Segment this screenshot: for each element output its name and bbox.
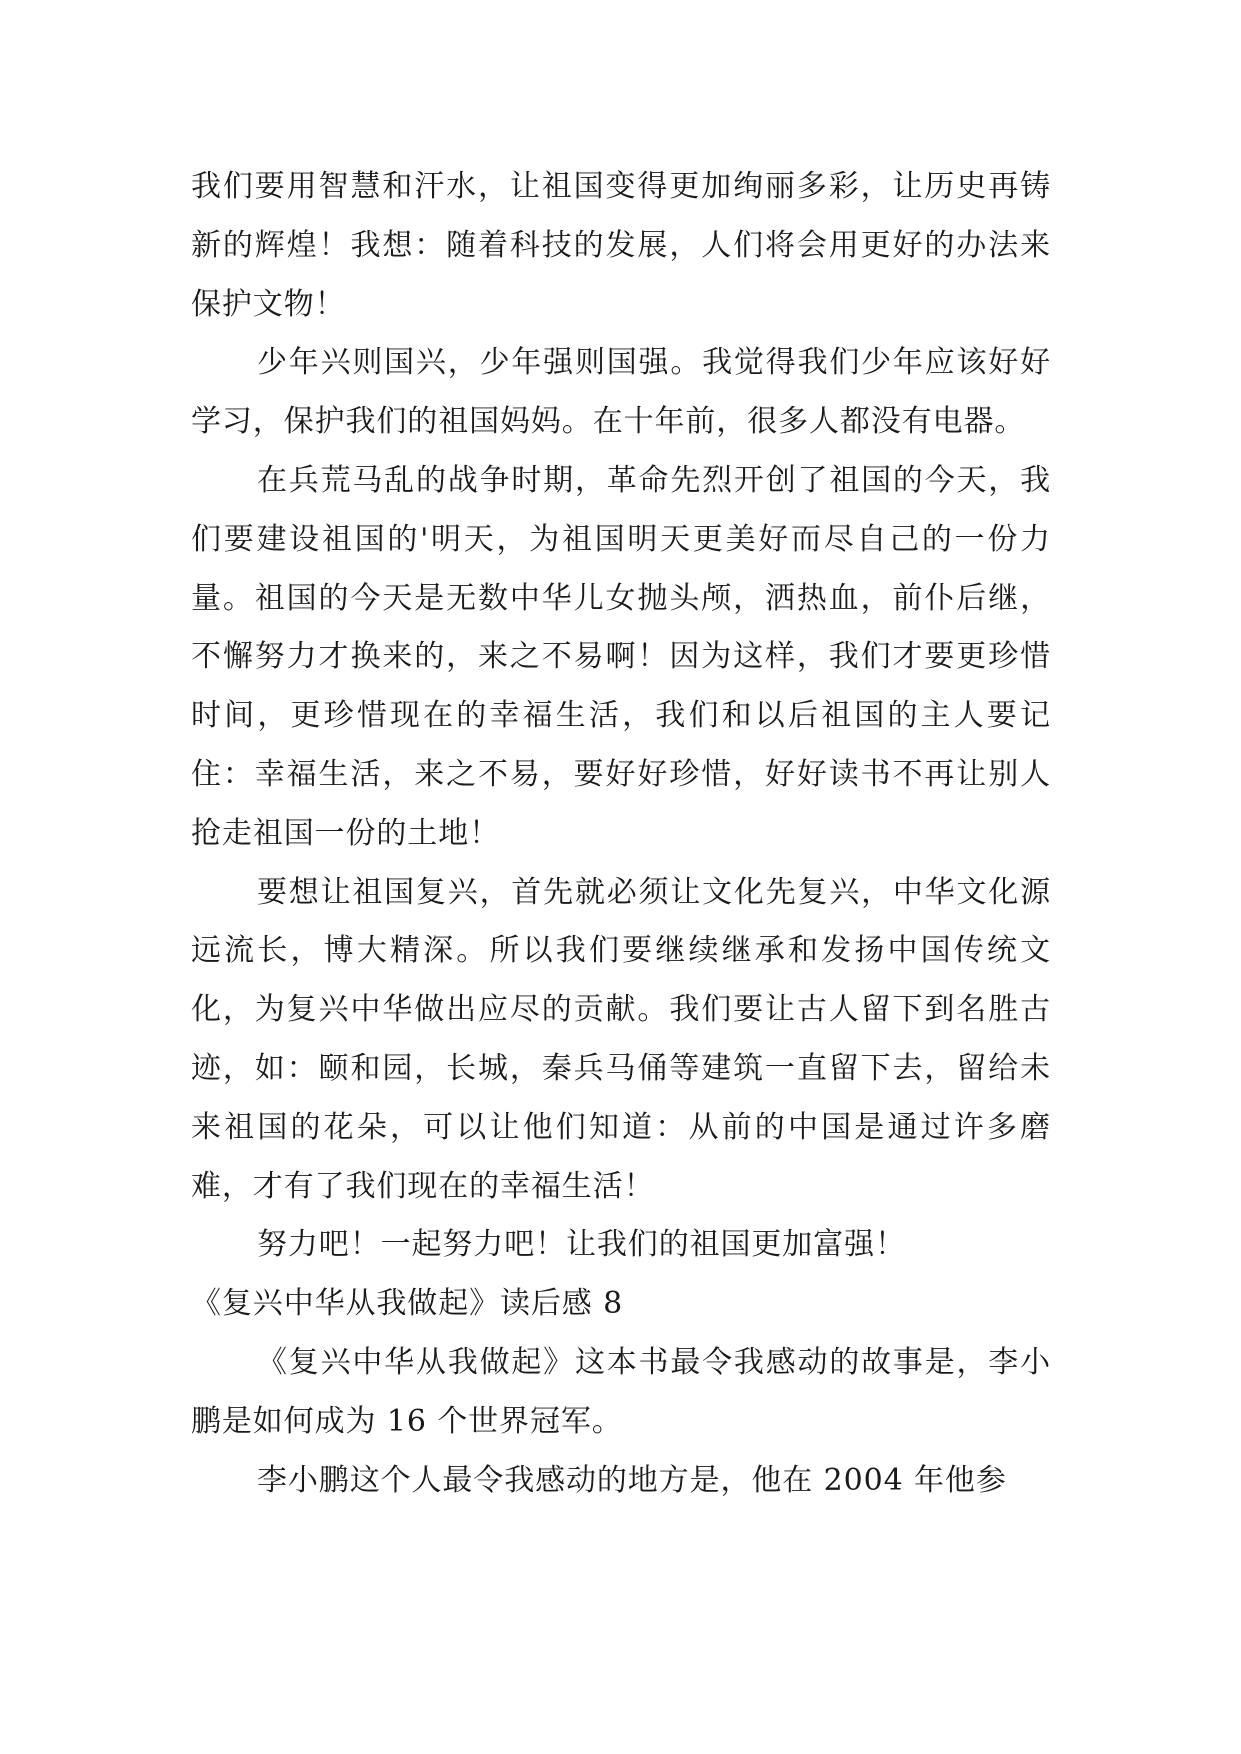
paragraph: 少年兴则国兴，少年强则国强。我觉得我们少年应该好好学习，保护我们的祖国妈妈。在十年前，很多人都没有电器。 — [191, 345, 1051, 440]
paragraph: 李小鹏这个人最令我感动的地方是，他在 2004 年他参 — [257, 1462, 1007, 1498]
section-heading: 《复兴中华从我做起》读后感 8 — [191, 1286, 624, 1322]
document-body — [191, 158, 1051, 1510]
paragraph-continuation: 我们要用智慧和汗水，让祖国变得更加绚丽多彩，让历史再铸新的辉煌！我想：随着科技的发展，人们将会用更好的办法来保护文物！ — [191, 169, 1051, 322]
paragraph: 努力吧！一起努力吧！让我们的祖国更加富强！ — [257, 1227, 906, 1263]
paragraph: 在兵荒马乱的战争时期，革命先烈开创了祖国的今天，我们要建设祖国的'明天，为祖国明天更美好而尽自己的一份力量。祖国的今天是无数中华儿女抛头颅，洒热血，前仆后继，不懈努力才换来的，来之不易啊！因为这样，我们才要更珍惜时间，更珍惜现在的幸福生活，我们和以后祖国的主人要记住：幸福生活，来之不易，要好好珍惜，好好读书不再让别人抢走祖国一份的土地！ — [191, 462, 1051, 851]
paragraph: 要想让祖国复兴，首先就必须让文化先复兴，中华文化源远流长，博大精深。所以我们要继续继承和发扬中国传统文化，为复兴中华做出应尽的贡献。我们要让古人留下到名胜古迹，如：颐和园，长城，秦兵马俑等建筑一直留下去，留给未来祖国的花朵，可以让他们知道：从前的中国是通过许多磨难，才有了我们现在的幸福生活！ — [191, 874, 1051, 1204]
paragraph: 《复兴中华从我做起》这本书最令我感动的故事是，李小鹏是如何成为 16 个世界冠军。 — [191, 1344, 1051, 1439]
